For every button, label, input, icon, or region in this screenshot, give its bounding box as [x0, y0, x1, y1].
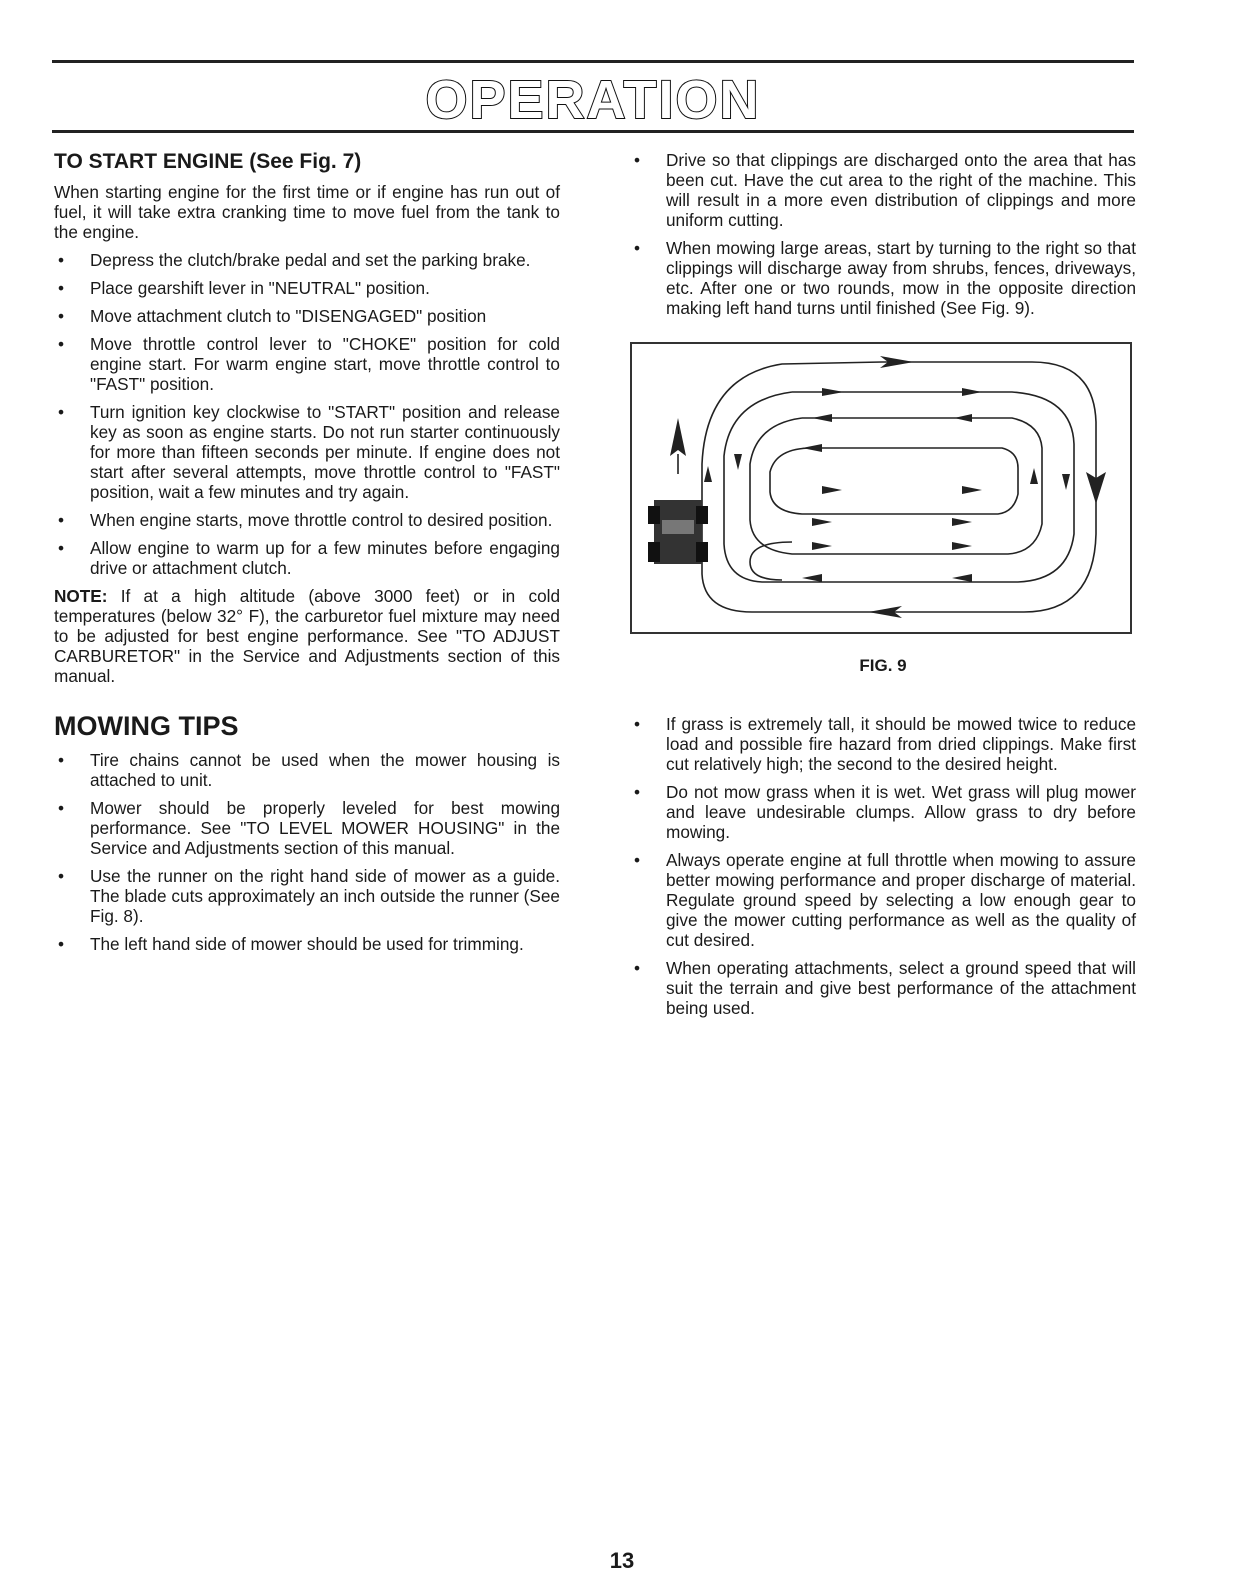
mowing-tips-right-bottom-list — [630, 714, 1136, 1018]
arrow-ring2-right-c — [812, 542, 832, 550]
bullet: • — [58, 334, 65, 354]
list-item: • Drive so that clippings are discharged onto the area that has been cut. Have the cut area to the right of the machine. This will result in a more even distribution of clippings and more uniform cutting. — [634, 150, 1136, 230]
mowing-pattern-diagram — [632, 344, 1130, 632]
list-item: • Turn ignition key clockwise to "START" position and release key as soon as engine starts. Do not run starter continuously for more than fifteen seconds per minute. If engine does not start after several attempts, move throttle control to "FAST" position, wait a few minutes and try again. — [58, 402, 560, 502]
list-item: • When engine starts, move throttle control to desired position. — [58, 510, 553, 530]
arrow-ring2-right-b — [962, 388, 982, 396]
mowing-tips-right-top-list — [630, 150, 1136, 318]
bullet: • — [58, 538, 65, 558]
page-title: OPERATION — [425, 70, 761, 130]
arrow-ring3-left-b — [954, 414, 972, 422]
pattern-path-outer — [702, 362, 1096, 612]
list-item: • Depress the clutch/brake pedal and set the parking brake. — [58, 250, 531, 270]
bullet: • — [634, 150, 641, 170]
bullet: • — [634, 782, 641, 802]
arrow-ring2-left-b — [952, 574, 972, 582]
arrow-right-down-small — [1062, 474, 1070, 490]
start-engine-steps — [54, 250, 560, 578]
bullet: • — [58, 250, 65, 270]
figure-caption: FIG. 9 — [859, 656, 907, 675]
arrow-inner-down — [734, 454, 742, 470]
note-label: NOTE: — [54, 586, 108, 606]
list-item: • Do not mow grass when it is wet. Wet grass will plug mower and leave undesirable clumps. Allow grass to dry before mowing. — [634, 782, 1136, 842]
mowing-pattern-figure — [630, 342, 1132, 634]
arrow-ring4-left — [802, 444, 822, 452]
arrow-ring3-right — [812, 518, 832, 526]
arrow-ring3-right-b — [952, 518, 972, 526]
header-rule-bottom — [52, 130, 1134, 133]
list-item: • Mower should be properly leveled for best mowing performance. See "TO LEVEL MOWER HOUSING" in the Service and Adjustments section of this manual. — [58, 798, 560, 858]
arrow-ring2-left — [802, 574, 822, 582]
start-engine-intro: When starting engine for the first time or if engine has run out of fuel, it will take extra cranking time to move fuel from the tank to the engine. — [54, 182, 560, 242]
list-item: • Move attachment clutch to "DISENGAGED" position — [58, 306, 487, 326]
bullet: • — [58, 798, 65, 818]
arrow-ring3-left — [812, 414, 832, 422]
bullet: • — [58, 750, 65, 770]
arrow-ring4-right — [962, 486, 982, 494]
list-item: • The left hand side of mower should be used for trimming. — [58, 934, 524, 954]
arrow-inner-up — [1030, 468, 1038, 484]
bullet: • — [58, 866, 65, 886]
start-engine-heading: TO START ENGINE (See Fig. 7) — [54, 150, 362, 173]
left-column — [54, 150, 560, 954]
bullet: • — [634, 958, 641, 978]
mowing-tips-left-list — [54, 750, 560, 954]
arrow-ring2-right — [822, 388, 844, 396]
list-item: • When mowing large areas, start by turning to the right so that clippings will discharge away from shrubs, fences, driveways, etc. After one or two rounds, mow in the opposite direction making left hand turns until finished (See Fig. 9). — [634, 238, 1136, 318]
bullet: • — [58, 934, 65, 954]
bullet: • — [634, 714, 641, 734]
tractor-icon — [648, 500, 708, 564]
pattern-path-ring4 — [770, 448, 1018, 514]
list-item: • When operating attachments, select a ground speed that will suit the terrain and give best performance of the attachment being used. — [634, 958, 1136, 1018]
list-item: • Use the runner on the right hand side of mower as a guide. The blade cuts approximately an inch outside the runner (See Fig. 8). — [58, 866, 560, 926]
arrow-ring2-right-d — [952, 542, 972, 550]
header-rule-top — [52, 60, 1134, 63]
bullet: • — [58, 510, 65, 530]
pattern-path-ring3 — [750, 418, 1042, 554]
arrow-ring4-right-b — [822, 486, 842, 494]
carburetor-note — [54, 586, 560, 686]
page-number: 13 — [609, 1548, 635, 1573]
list-item: • Place gearshift lever in "NEUTRAL" position. — [58, 278, 430, 298]
bullet: • — [58, 278, 65, 298]
bullet: • — [634, 850, 641, 870]
list-item: • Tire chains cannot be used when the mower housing is attached to unit. — [58, 750, 560, 790]
list-item: • If grass is extremely tall, it should be mowed twice to reduce load and possible fire hazard from dried clippings. Make first cut relatively high; the second to the desired height. — [634, 714, 1136, 774]
arrow-left-up — [670, 418, 686, 456]
list-item: • Always operate engine at full throttle when mowing to assure better mowing performance and proper discharge of material. Regulate ground speed by selecting a low enough gear to give the mower cutting performance as well as the quality of cut desired. — [634, 850, 1136, 950]
right-column — [630, 150, 1136, 1018]
note-text: If at a high altitude (above 3000 feet) or in cold temperatures (below 32° F), the carburetor fuel mixture may need to be adjusted for best engine performance. See "TO ADJUST CARBURETOR" in the Service and Adjustments section of this manual. — [54, 586, 561, 686]
mowing-tips-heading: MOWING TIPS — [54, 711, 239, 741]
bullet: • — [634, 238, 641, 258]
arrow-left-up-small — [704, 466, 712, 482]
pattern-path-inner — [750, 542, 792, 580]
bullet: • — [58, 306, 65, 326]
list-item: • Allow engine to warm up for a few minutes before engaging drive or attachment clutch. — [58, 538, 560, 578]
bullet: • — [58, 402, 65, 422]
list-item: • Move throttle control lever to "CHOKE" position for cold engine start. For warm engine start, move throttle control to "FAST" position. — [58, 334, 560, 394]
